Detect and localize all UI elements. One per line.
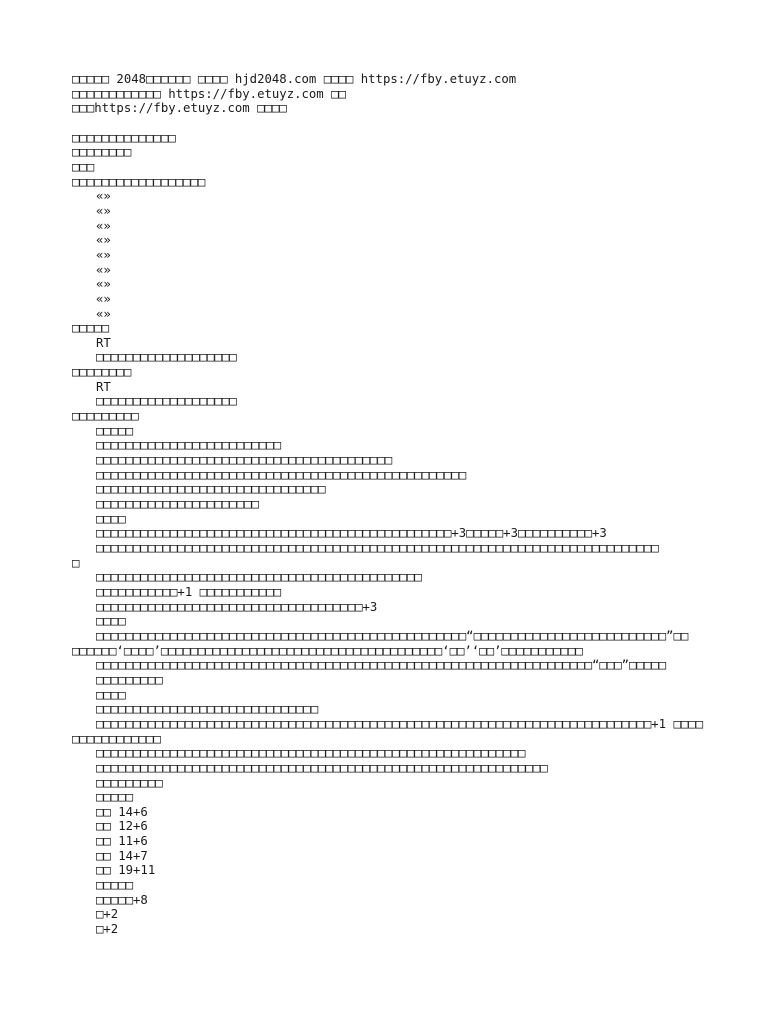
list-item (72, 805, 768, 820)
list-item-line: □□□□ (96, 614, 126, 629)
section-heading: □□□ (72, 159, 95, 174)
section-heading: □□□□□□□□□□□□□□□□□□ (72, 174, 206, 189)
list-item-line: «» (96, 203, 111, 218)
list-item (72, 541, 768, 570)
section-heading: □□□□□□□□ (72, 145, 132, 160)
section-heading: □□□□□ (72, 321, 110, 336)
list-item (72, 585, 768, 600)
list-item (72, 526, 768, 541)
section (72, 409, 768, 937)
list-item-line: «» (96, 218, 111, 233)
list-item-line: □□□□ (96, 511, 126, 526)
list-item-line: «» (96, 233, 111, 248)
list-item (72, 204, 768, 219)
list-item (72, 248, 768, 263)
list-item-line: □+2 (96, 907, 119, 922)
list-item-line: □□□□□□□□□□□□□□□□□□□□□□□□□□□□□□□□□□□□+3 (96, 599, 378, 614)
list-item-line: □+2 (96, 922, 119, 937)
list-item-line: □□□□□□□□□□□□□□□□□□□□□□□□□□□□□□□□□□□□□□□□□□□□ (96, 570, 422, 585)
list-item-line: □□□□□□□□□□□+1 □□□□□□□□□□□ (96, 584, 282, 599)
list-item-line: □□□□□□□□□□□□□□□□□□□□□□□□□□□□□□ (96, 702, 319, 717)
list-item (72, 189, 768, 204)
section (72, 175, 768, 322)
list-item (72, 673, 768, 688)
list-item (72, 688, 768, 703)
header (72, 72, 768, 116)
list-item-line: □□□□□□□□□□□□□□□□□□□□□□□□□ (96, 438, 282, 453)
list-item-line: □□□□□□□□□□□□□□□□□□□□□□□□□□□□□□□□□□□□□□□□□□□□□□□□□□□□□□□□□□ (96, 746, 526, 761)
list-item (72, 849, 768, 864)
list-item-line: □□□□□□□□□ (96, 672, 163, 687)
list-item-line: □□□□□□□□□□□□□□□□□□□□□□□□□□□□□□□□□□□□□□□□□□□□□□□□□□□□□□□□□□□□□ (96, 760, 548, 775)
list-item (72, 658, 768, 673)
list-item (72, 292, 768, 307)
list-item-line: □□□□□□□□□□□□□□□□□□□□□□□□□□□□□□□□□□□□□□□□□□□□□□□□□□“□□□□□□□□□□□□□□□□□□□□□□□□□□”□□ (96, 628, 689, 643)
list-item (72, 468, 768, 483)
list-item (72, 702, 768, 717)
header-line: □□□□□ 2048□□□□□□ □□□□ hjd2048.com □□□□ https://fby.etuyz.com (72, 72, 517, 86)
list-item-line: «» (96, 291, 111, 306)
section (72, 365, 768, 409)
list-item-line: □□□□□ (96, 423, 134, 438)
list-item (72, 219, 768, 234)
section (72, 321, 768, 365)
list-item (72, 570, 768, 585)
list-item-line: □□□□□□□□□□□□□□□□□□□ (96, 350, 237, 365)
list-item (72, 350, 768, 365)
list-item-line: «» (96, 306, 111, 321)
list-item-line: □□□□□□□□□□□□□□□□□□□□□□□□□□□□□□□□□□□□□□□□□□□□□□□□□□□□□□□□□□□□□□□□□□□□□□□□□□□+1 □□□□ (96, 716, 704, 731)
section (72, 160, 768, 175)
list-item-line: «» (96, 189, 111, 204)
list-item-line: □□□□□□□□□□□□□□□□□□□□□□□□□□□□□□□□□□□□□□□□ (96, 453, 393, 468)
list-item-line: □□□□□□□□□□□□□□□□□□□□□□□□□□□□□□□□□□□□□□□□□□□□□□□□□□□□□□□□□□□□□□□□□□□“□□□”□□□□□ (96, 658, 667, 673)
list-item-line: □□ 11+6 (96, 834, 148, 849)
list-item (72, 629, 768, 658)
list-item-line: □ (72, 555, 80, 570)
list-item (72, 263, 768, 278)
list-item (72, 438, 768, 453)
header-line: □□□https://fby.etuyz.com □□□□ (72, 101, 287, 116)
list-item (72, 761, 768, 776)
section-heading: □□□□□□□□□ (72, 409, 139, 424)
list-item-line: □□□□□□□□□□□□□□□□□□□ (96, 394, 237, 409)
header-line: □□□□□□□□□□□□ https://fby.etuyz.com □□ (72, 86, 346, 101)
list-item (72, 307, 768, 322)
list-item-line: □□□□□□□□□□□□□□□□□□□□□□□□□□□□□□□□□□□□□□□□□□□□□□□□□□□□□□□□□□□□□□□□□□□□□□□□□□□□ (96, 541, 659, 555)
list-item-line: «» (96, 247, 111, 262)
section (72, 131, 768, 146)
document-body (72, 131, 768, 937)
list-item-line: □□□□□□‘□□□□’□□□□□□□□□□□□□□□□□□□□□□□□□□□□□□□□□□□□□□‘□□’‘□□’□□□□□□□□□□□ (72, 643, 583, 658)
list-item (72, 878, 768, 893)
list-item-line: □□□□□□□□□□□□□□□□□□□□□□ (96, 497, 259, 512)
section-heading: □□□□□□□□ (72, 365, 132, 380)
list-item (72, 453, 768, 468)
list-item (72, 717, 768, 746)
list-item-line: RT (96, 379, 111, 394)
list-item (72, 482, 768, 497)
list-item (72, 512, 768, 527)
list-item (72, 233, 768, 248)
list-item-line: □□□□□□□□□ (96, 775, 163, 790)
list-item (72, 834, 768, 849)
list-item-line: □□ 14+6 (96, 804, 148, 819)
list-item-line: □□□□□□□□□□□□□□□□□□□□□□□□□□□□□□□□□□□□□□□□□□□□□□□□□□ (96, 467, 467, 482)
list-item-line: «» (96, 262, 111, 277)
list-item-line: □□□□□ (96, 790, 134, 805)
list-item (72, 277, 768, 292)
list-item (72, 863, 768, 878)
list-item-line: □□□□□□□□□□□□□□□□□□□□□□□□□□□□□□□□□□□□□□□□□□□□□□□□+3□□□□□+3□□□□□□□□□□+3 (96, 526, 607, 541)
list-item (72, 600, 768, 615)
list-item (72, 907, 768, 922)
list-item (72, 424, 768, 439)
list-item-line: □□□□□□□□□□□□□□□□□□□□□□□□□□□□□□□ (96, 482, 326, 497)
list-item-line: □□□□□+8 (96, 892, 148, 907)
list-item (72, 776, 768, 791)
list-item-line: □□ 12+6 (96, 819, 148, 834)
list-item (72, 497, 768, 512)
list-item-line: □□□□ (96, 687, 126, 702)
list-item (72, 380, 768, 395)
list-item-line: □□ 19+11 (96, 863, 156, 878)
list-item (72, 614, 768, 629)
list-item-line: RT (96, 335, 111, 350)
list-item (72, 790, 768, 805)
list-item (72, 746, 768, 761)
section-heading: □□□□□□□□□□□□□□ (72, 130, 176, 145)
list-item-line: □□□□□ (96, 878, 134, 893)
list-item (72, 394, 768, 409)
list-item (72, 819, 768, 834)
list-item (72, 893, 768, 908)
list-item (72, 922, 768, 937)
list-item-line: □□ 14+7 (96, 848, 148, 863)
list-item-line: □□□□□□□□□□□□ (72, 731, 161, 746)
list-item (72, 336, 768, 351)
list-item-line: «» (96, 277, 111, 292)
section (72, 145, 768, 160)
